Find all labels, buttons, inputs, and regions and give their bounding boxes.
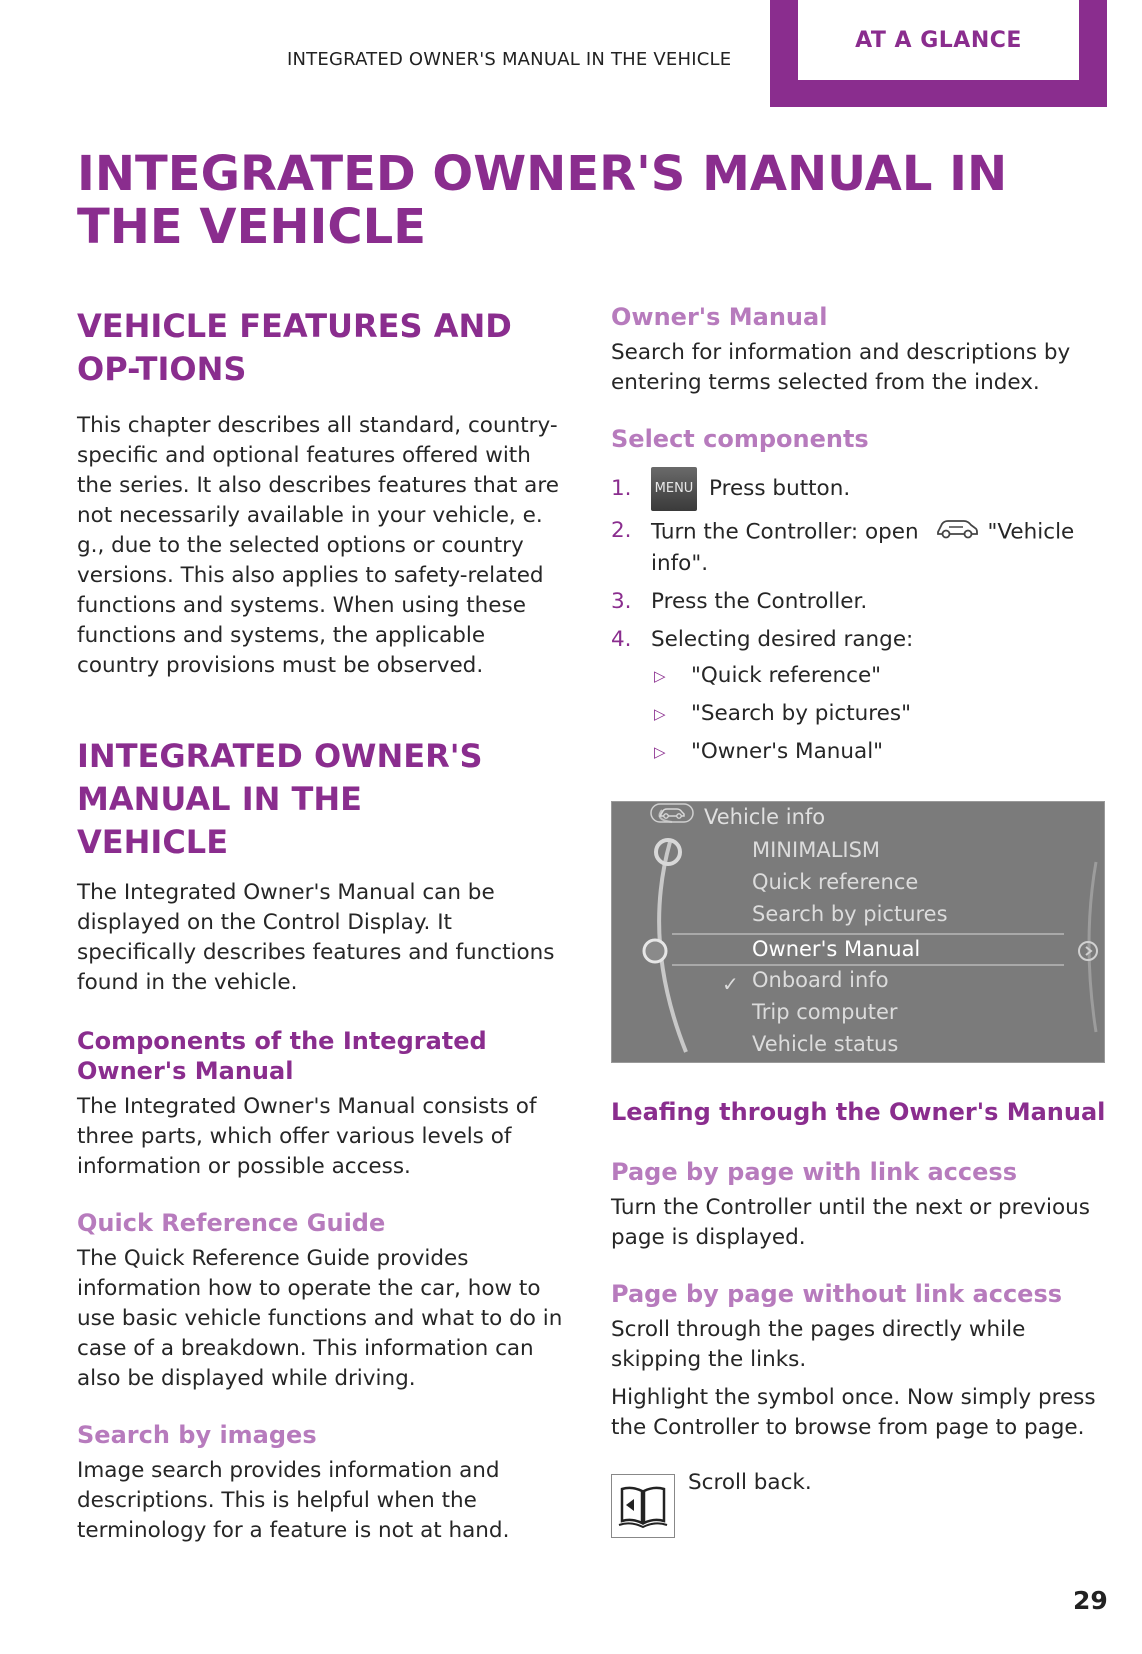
range-option: ▷ "Quick reference" (651, 657, 1106, 695)
range-option: ▷ "Search by pictures" (651, 695, 1106, 733)
scroll-back-book-icon (611, 1474, 675, 1538)
triangle-bullet-icon: ▷ (654, 705, 666, 723)
range-option: ▷ "Owner's Manual" (651, 733, 1106, 771)
step-3 (611, 587, 1106, 617)
step-4 (611, 625, 1106, 655)
link-access-text: Turn the Controller until the next or previous page is displayed. (611, 1195, 1090, 1250)
screen-header (650, 802, 825, 832)
step-text: Selecting desired range: (651, 627, 914, 652)
leafing-section (611, 1097, 1106, 1443)
screen-title: Vehicle info (704, 805, 826, 829)
search-images-text: Image search provides information and descriptions. This is helpful when the terminology for a feature is not at hand. (77, 1458, 510, 1543)
left-column (77, 305, 572, 1546)
menu-item-vehicle-status[interactable]: Vehicle status (752, 1032, 899, 1056)
triangle-bullet-icon: ▷ (654, 743, 666, 761)
step-number: 3. (611, 589, 632, 614)
step-number: 1. (611, 476, 632, 501)
no-link-access-text: Scroll through the pages directly while skipping the links. (611, 1317, 1026, 1372)
triangle-bullet-icon: ▷ (654, 667, 666, 685)
control-display-screenshot (611, 801, 1105, 1063)
page-number: 29 (1073, 1586, 1108, 1615)
vehicle-info-icon (650, 802, 694, 832)
menu-button-icon: MENU (651, 467, 697, 511)
quick-reference-text: The Quick Reference Guide provides information how to operate the car, how to use basic vehicle functions and what to do in case of a breakdown. This information can also be displayed while driving. (77, 1246, 563, 1391)
steps-list (611, 464, 1106, 655)
step-number: 2. (611, 518, 632, 543)
menu-item-owners-manual[interactable]: Owner's Manual (752, 937, 921, 961)
step-2 (611, 516, 1106, 579)
components-text: The Integrated Owner's Manual consists of three parts, which offer various levels of information or possible access. (77, 1094, 537, 1179)
menu-item-search-by-pictures[interactable]: Search by pictures (752, 902, 948, 926)
select-components-heading: Select components (611, 425, 869, 453)
menu-item-quick-reference[interactable]: Quick reference (752, 870, 919, 894)
running-head: INTEGRATED OWNER'S MANUAL IN THE VEHICLE (287, 49, 732, 70)
menu-item-trip-computer[interactable]: Trip computer (752, 1000, 898, 1024)
step-number: 4. (611, 627, 632, 652)
page-title: INTEGRATED OWNER'S MANUAL IN THE VEHICLE (77, 146, 1008, 255)
quick-reference-heading: Quick Reference Guide (77, 1209, 386, 1237)
step-text: Press button. (709, 476, 851, 501)
search-images-heading: Search by images (77, 1421, 317, 1449)
section-tab (770, 0, 1107, 107)
right-column (611, 302, 1106, 771)
step-1 (611, 464, 1106, 514)
manual-heading: INTEGRATED OWNER'S MANUAL IN THE VEHICLE (77, 737, 483, 861)
checkmark-icon: ✓ (722, 972, 739, 996)
no-link-access-heading: Page by page without link access (611, 1280, 1063, 1308)
section-tab-label: AT A GLANCE (855, 27, 1022, 53)
range-options-list (611, 657, 1106, 771)
menu-item-minimalism[interactable]: MINIMALISM (752, 838, 881, 862)
link-access-heading: Page by page with link access (611, 1158, 1017, 1186)
components-heading: Components of the Integrated Owner's Manual (77, 1027, 487, 1085)
section-tab-inner (798, 0, 1079, 80)
features-heading: VEHICLE FEATURES AND OP-TIONS (77, 307, 512, 388)
menu-item-onboard-info[interactable]: Onboard info (752, 968, 889, 992)
no-link-access-text-2: Highlight the symbol once. Now simply press the Controller to browse from page to page. (611, 1385, 1096, 1440)
owners-manual-text: Search for information and descriptions by entering terms selected from the index. (611, 340, 1071, 395)
leafing-heading: Leafing through the Owner's Manual (611, 1098, 1106, 1126)
vehicle-info-icon (934, 516, 980, 549)
step-text-after: "Vehicle info". (651, 519, 1075, 576)
manual-text: The Integrated Owner's Manual can be displayed on the Control Display. It specifically describes features and functions found in the vehicle. (77, 880, 555, 995)
features-text: This chapter describes all standard, country-specific and optional features offered with the series. It also describes features that are not necessarily available in your vehicle, e. g., due to the selected options or country versions. This also applies to safety-related functions and systems. When using these functions and systems, the applicable country provisions must be observed. (77, 413, 559, 678)
scroll-back-text: Scroll back. (688, 1470, 812, 1495)
step-text: Press the Controller. (651, 589, 868, 614)
owners-manual-heading: Owner's Manual (611, 303, 828, 331)
step-text: Turn the Controller: open (651, 519, 919, 545)
